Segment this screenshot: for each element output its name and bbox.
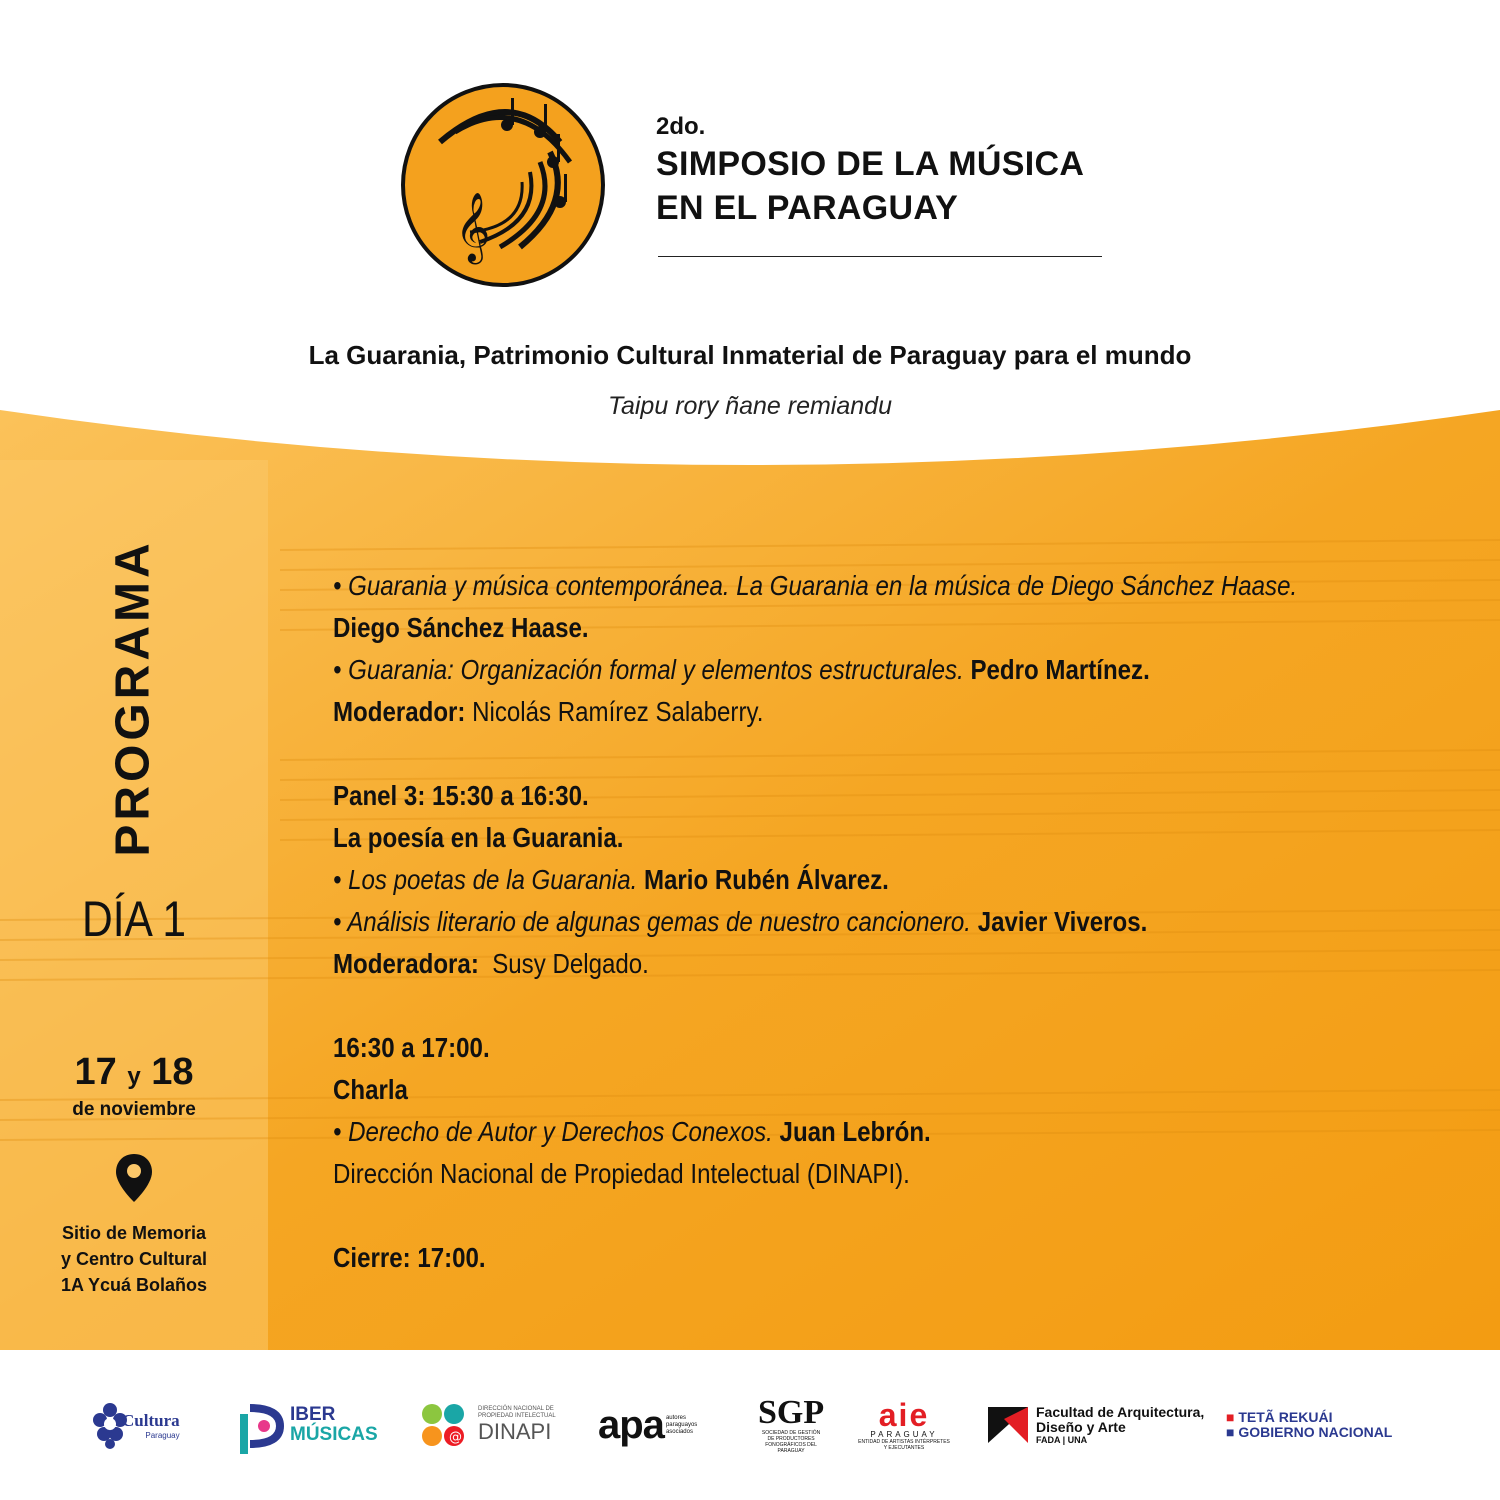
fada-icon [988, 1407, 1028, 1443]
apa-small: autores paraguayos asociados [665, 1414, 698, 1435]
day-label: DÍA 1 [82, 891, 186, 947]
musicas-label: MÚSICAS [290, 1424, 378, 1445]
talk-time: 16:30 a 17:00. [333, 1032, 490, 1063]
date-day-2: 18 [151, 1051, 194, 1093]
symposium-logo [400, 82, 606, 288]
svg-text:𝄞: 𝄞 [455, 192, 491, 262]
program-line: • Guarania y música contemporánea. La Guarania en la música de Diego Sánchez Haase. [333, 570, 1298, 601]
date-day-1: 17 [74, 1051, 117, 1093]
title-divider [658, 256, 1102, 257]
sponsor-sgp [758, 1390, 824, 1460]
title-line-1: SIMPOSIO DE LA MÚSICA [656, 145, 1085, 183]
venue [0, 1220, 268, 1298]
panel-title: La poesía en la Guarania. [333, 822, 624, 853]
panel-time: Panel 3: 15:30 a 16:30. [333, 780, 589, 811]
sgp-label: SGP [758, 1394, 825, 1431]
event-tagline: Taipu rory ñane remiandu [608, 392, 892, 420]
sponsor-apa [598, 1390, 698, 1460]
dinapi-small: DIRECCIÓN NACIONAL DE PROPIEDAD INTELECTUAL [478, 1406, 556, 1419]
cultura-sub: Paraguay [145, 1430, 180, 1440]
venue-line-3: 1A Ycuá Bolaños [60, 1275, 208, 1295]
program-line: Dirección Nacional de Propiedad Intelectual (DINAPI). [333, 1158, 910, 1189]
program-schedule [333, 565, 1365, 1279]
sponsor-dinapi [420, 1390, 568, 1460]
event-subtitle: La Guarania, Patrimonio Cultural Inmaterial de Paraguay para el mundo [308, 340, 1192, 370]
ibermusicas-icon [236, 1394, 286, 1456]
sgp-small: SOCIEDAD DE GESTIÓN DE PRODUCTORES FONOGRÁFICOS DEL PARAGUAY [761, 1430, 821, 1454]
event-title [656, 112, 1106, 230]
program-line: • Los poetas de la Guarania. Mario Rubén Álvarez. [333, 864, 889, 895]
closing-time: Cierre: 17:00. [333, 1242, 486, 1273]
sponsor-aie [858, 1390, 950, 1460]
teta-line-1: TETÃ REKUÁI [1238, 1409, 1333, 1425]
aie-small: ENTIDAD DE ARTISTAS INTÉRPRETES Y EJECUTANTES [858, 1438, 950, 1451]
aie-label: aie [878, 1396, 930, 1433]
cultura-label: Cultura [122, 1410, 180, 1430]
aie-sub: PARAGUAY [870, 1429, 938, 1439]
sponsor-cultura [90, 1390, 180, 1460]
location-pin-icon [114, 1152, 154, 1204]
programa-text: PROGRAMA [106, 538, 160, 857]
fada-line-1: Facultad de Arquitectura, [1036, 1404, 1205, 1420]
talk-title: Charla [333, 1074, 408, 1105]
fada-line-2: Diseño y Arte [1036, 1419, 1126, 1435]
sponsor-gobierno: ■ TETÃ REKUÁI ■ GOBIERNO NACIONAL [1226, 1409, 1393, 1440]
dinapi-label: DINAPI [478, 1419, 552, 1444]
edition-label: 2do. [656, 113, 706, 140]
program-line: Moderador: Nicolás Ramírez Salaberry. [333, 696, 764, 727]
program-line: Moderadora: Susy Delgado. [333, 948, 649, 979]
sponsor-fada [988, 1390, 1204, 1460]
iber-label: IBER [290, 1404, 336, 1425]
date-month: de noviembre [72, 1099, 196, 1120]
program-line: • Análisis literario de algunas gemas de nuestro cancionero. Javier Viveros. [333, 906, 1148, 937]
program-line: Diego Sánchez Haase. [333, 612, 589, 643]
programa-label [106, 538, 160, 857]
dinapi-icon [420, 1402, 474, 1448]
venue-line-1: Sitio de Memoria [61, 1223, 207, 1243]
venue-line-2: y Centro Cultural [60, 1249, 207, 1269]
svg-text:@: @ [449, 1430, 462, 1445]
date-connector: y [127, 1063, 141, 1090]
title-line-2: EN EL PARAGUAY [656, 189, 959, 227]
fada-line-3: FADA | UNA [1036, 1435, 1088, 1445]
program-line: • Guarania: Organización formal y elementos estructurales. Pedro Martínez. [333, 654, 1150, 685]
teta-line-2: GOBIERNO NACIONAL [1238, 1424, 1393, 1440]
program-line: • Derecho de Autor y Derechos Conexos. Juan Lebrón. [333, 1116, 931, 1147]
sponsor-ibermusicas [236, 1390, 378, 1460]
event-dates [0, 1050, 268, 1121]
apa-label: apa [598, 1402, 664, 1447]
